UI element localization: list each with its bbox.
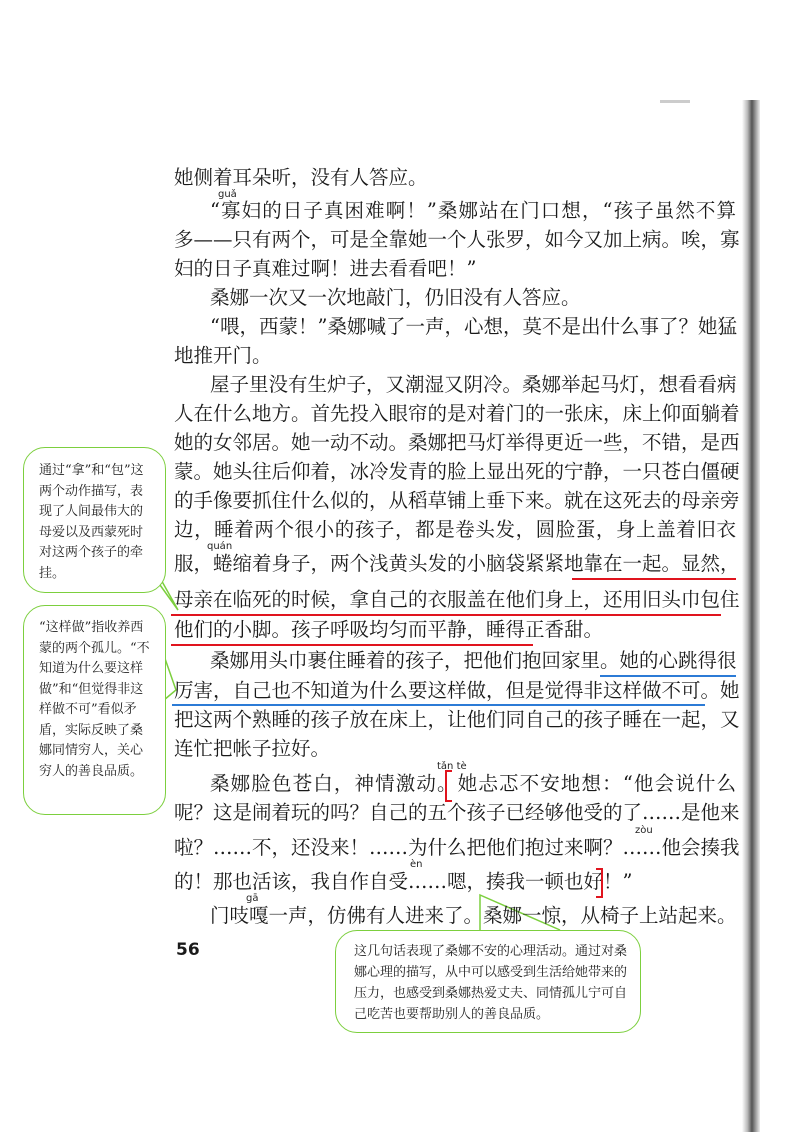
text-line: 门吱嘎一声，仿佛有人进来了。桑娜一惊，从椅子上站起来。 <box>210 904 737 927</box>
red-bracket-close <box>596 868 603 898</box>
note-text: 这几句话表现了桑娜不安的心理活动。通过对桑娜心理的描写，从中可以感受到生活给她带来的压力，也感受到桑娜热爱丈夫、同情孤儿宁可自己吃苦也要帮助别人的善良品质。 <box>354 944 628 1022</box>
text-line: 她的女邻居。她一动不动。桑娜把马灯举得更近一些，不错，是西 <box>174 431 740 454</box>
text-line: 边，睡着两个很小的孩子，都是卷头发，圆脸蛋，身上盖着旧衣 <box>174 518 736 541</box>
text-line: 屋子里没有生炉子，又潮湿又阴冷。桑娜举起马灯，想看看病 <box>210 373 737 396</box>
text-line: 服，蜷缩着身子，两个浅黄头发的小脑袋紧紧地靠在一起。显然， <box>174 552 740 575</box>
pinyin-en: èn <box>410 859 423 870</box>
text-line: “喂，西蒙！”桑娜喊了一声，心想，莫不是出什么事了？她猛 <box>210 315 737 338</box>
text-line: 他们的小脚。孩子呼吸均匀而平静，睡得正香甜。 <box>174 618 604 641</box>
text-line: “寡妇的日子真困难啊！”桑娜站在门口想，“孩子虽然不算 <box>210 199 736 222</box>
note-text: “这样做”指收养西蒙的两个孤儿。“不知道为什么要这样做”和“但觉得非这样做不可”看似矛盾，实际反映了桑娜同情穷人，关心穷人的善良品质。 <box>39 620 150 779</box>
red-underline <box>572 578 736 580</box>
pinyin-gua: guǎ <box>218 189 237 200</box>
callout-note-1 <box>23 447 166 593</box>
pinyin-ga: gā <box>246 893 259 904</box>
red-underline <box>171 614 721 616</box>
text-line: 呢？这是闹着玩的吗？自己的五个孩子已经够他受的了……是他来 <box>174 801 740 824</box>
text-line: 蒙。她头往后仰着，冰冷发青的脸上显出死的宁静，一只苍白僵硬 <box>174 460 740 483</box>
note-text: 通过“拿”和“包”这两个动作描写，表现了人间最伟大的母爱以及西蒙死时对这两个孩子的牵挂。 <box>39 463 144 581</box>
text-line: 把这两个熟睡的孩子放在床上，让他们同自己的孩子睡在一起，又 <box>174 708 740 731</box>
pinyin-tante: tǎn tè <box>437 761 467 772</box>
text-line: 她侧着耳朵听，没有人答应。 <box>174 166 428 189</box>
text-line: 的！那也活该，我自作自受……嗯，揍我一顿也好！” <box>174 870 633 893</box>
text-line: 母亲在临死的时候，拿自己的衣服盖在他们身上，还用旧头巾包住 <box>174 588 740 611</box>
callout-note-3 <box>335 930 641 1033</box>
pinyin-quan: quán <box>207 541 233 552</box>
text-line: 的手像要抓住什么似的，从稻草铺上垂下来。就在这死去的母亲旁 <box>174 489 740 512</box>
text-line: 人在什么地方。首先投入眼帘的是对着门的一张床，床上仰面躺着 <box>174 402 740 425</box>
red-underline <box>171 644 533 646</box>
red-bracket-open <box>445 770 452 802</box>
text-line: 多——只有两个，可是全靠她一个人张罗，如今又加上病。唉，寡 <box>174 228 740 251</box>
page-number: 56 <box>176 940 200 960</box>
text-line: 啦？……不，还没来！……为什么把他们抱过来啊？……他会揍我 <box>174 836 740 859</box>
text-line: 地推开门。 <box>174 344 272 367</box>
blue-underline <box>600 675 736 677</box>
text-line: 桑娜一次又一次地敲门，仍旧没有人答应。 <box>210 286 581 309</box>
pinyin-zou: zòu <box>635 825 653 836</box>
text-line: 厉害，自己也不知道为什么要这样做，但是觉得非这样做不可。她 <box>174 679 740 702</box>
blue-underline <box>172 704 705 706</box>
text-line: 桑娜脸色苍白，神情激动。她忐忑不安地想：“他会说什么 <box>210 772 736 795</box>
callout-note-2 <box>23 605 166 815</box>
text-line: 桑娜用头巾裹住睡着的孩子，把他们抱回家里。她的心跳得很 <box>210 649 737 672</box>
text-line: 连忙把帐子拉好。 <box>174 737 331 760</box>
text-line: 妇的日子真难过啊！进去看看吧！” <box>174 257 477 280</box>
